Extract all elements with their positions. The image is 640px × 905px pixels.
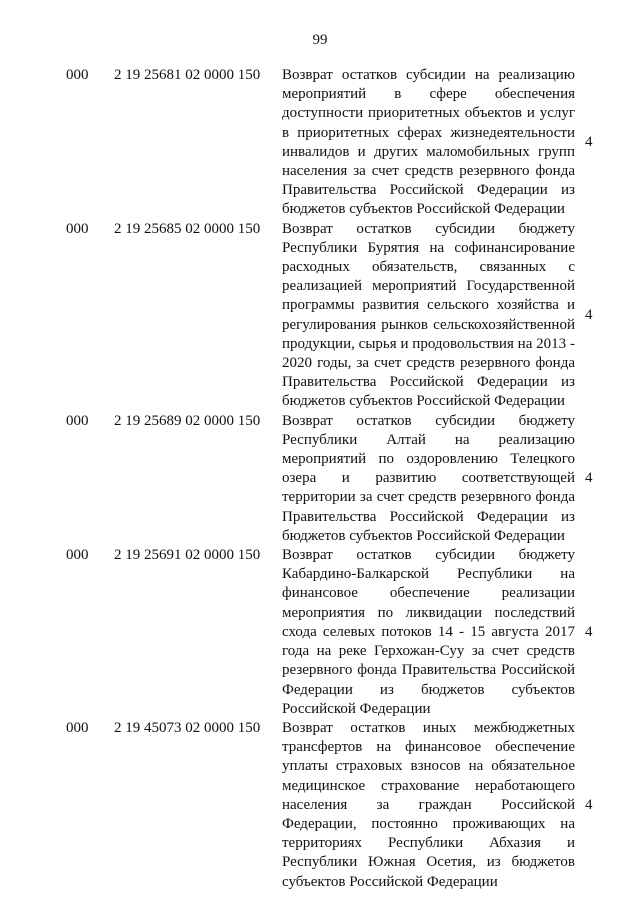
table-row [0,546,640,719]
standard-note: 4 [585,307,593,324]
budget-classification-code: 2 19 25689 02 0000 150 [114,412,261,429]
admin-code: 000 [66,719,89,736]
revenue-description: Возврат остатков субсидии бюджету Республики Алтай на реализацию мероприятий по оздоровлению Телецкого озера и развитию соответствующей территории за счет средств резервного фонда Правительства Российской Федерации из бюджетов субъектов Российской Федерации [282,412,575,544]
revenue-description: Возврат остатков субсидии бюджету Республики Бурятия на софинансирование расходных обязательств, связанных с реализацией мероприятий Государственной программы развития сельского хозяйства и регулирования рынков сельскохозяйственной продукции, сырья и продовольствия на 2013 - 2020 годы, за счет средств резервного фонда Правительства Российской Федерации из бюджетов субъектов Российской Федерации [282,220,575,410]
page-number: 99 [312,32,328,48]
standard-note: 4 [585,470,593,487]
revenue-description: Возврат остатков субсидии на реализацию мероприятий в сфере обеспечения доступности приоритетных объектов и услуг в приоритетных сферах жизнедеятельности инвалидов и других маломобильных групп населения за счет средств резервного фонда Правительства Российской Федерации из бюджетов субъектов Российской Федерации [282,67,575,218]
admin-code: 000 [66,220,89,237]
table-row [0,66,640,220]
table-row [0,719,640,892]
revenue-description: Возврат остатков субсидии бюджету Кабардино-Балкарской Республики на финансовое обеспечение реализации мероприятия по ликвидации последствий схода селевых потоков 14 - 15 августа 2017 года на реке Герхожан-Суу за счет средств резервного фонда Правительства Российской Федерации из бюджетов субъектов Российской Федерации [282,547,575,717]
budget-classification-code: 2 19 25681 02 0000 150 [114,67,261,83]
budget-classification-code: 2 19 45073 02 0000 150 [114,719,261,736]
revenue-description: Возврат остатков иных межбюджетных трансфертов на финансовое обеспечение уплаты страховых взносов на обязательное медицинское страхование неработающего населения за граждан Российской Федерации, постоянно проживающих на территориях Республики Абхазия и Республики Южная Осетия, из бюджетов субъектов Российской Федерации [282,719,575,890]
budget-classification-code: 2 19 25691 02 0000 150 [114,547,261,564]
admin-code: 000 [66,547,89,564]
budget-classification-code: 2 19 25685 02 0000 150 [114,220,261,237]
standard-note: 4 [585,623,593,640]
table-row [0,412,640,546]
admin-code: 000 [66,67,89,83]
table-row [0,220,640,412]
standard-note: 4 [585,134,593,151]
standard-note: 4 [585,796,593,813]
budget-code-table [0,66,640,892]
admin-code: 000 [66,412,89,429]
